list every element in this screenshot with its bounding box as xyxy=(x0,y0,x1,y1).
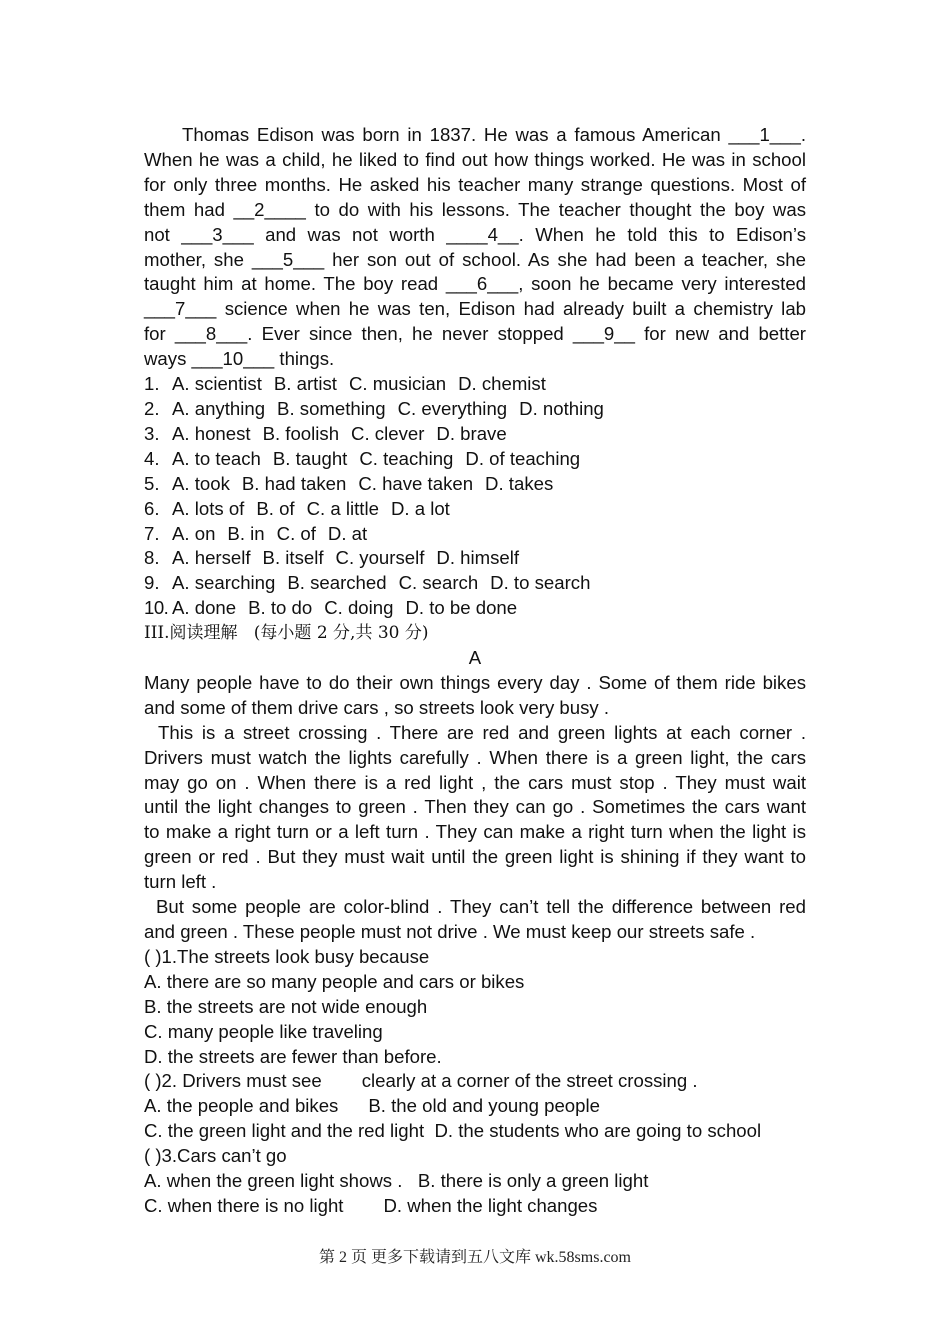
option: D. the students who are going to school xyxy=(434,1120,762,1142)
cloze-line: them had __2____ to do with his lessons. The teacher thought the boy was xyxy=(144,198,806,220)
question-row xyxy=(144,397,806,422)
option: D. brave xyxy=(436,422,507,444)
question-stem: ( )1.The streets look busy because xyxy=(144,945,430,967)
passage-line: But some people are color-blind . They can’t tell the difference between red xyxy=(156,896,806,918)
question-number: 4. xyxy=(144,447,160,469)
option: C. a little xyxy=(306,497,379,519)
question-stem-end: clearly at a corner of the street crossing . xyxy=(361,1070,698,1092)
reading-question-3 xyxy=(144,1144,806,1219)
section-title: III.阅读理解 xyxy=(144,623,238,644)
cloze-questions xyxy=(144,372,806,621)
option: A. when the green light shows . xyxy=(144,1170,403,1192)
option: C. teaching xyxy=(359,447,454,469)
question-number: 1. xyxy=(144,373,160,395)
option: D. nothing xyxy=(519,397,604,419)
question-number: 9. xyxy=(144,572,160,594)
option: A. done xyxy=(172,597,237,619)
option: C. many people like traveling xyxy=(144,1020,383,1042)
option: B. foolish xyxy=(262,422,340,444)
question-row xyxy=(144,372,806,397)
question-row xyxy=(144,571,806,596)
passage-line: green or red . But they must wait until the green light is shining if they want to xyxy=(144,846,806,868)
reading-question-1 xyxy=(144,945,806,1070)
option: A. honest xyxy=(172,422,251,444)
option: D. of teaching xyxy=(465,447,581,469)
option: C. when there is no light xyxy=(144,1194,344,1216)
passage-line: This is a street crossing . There are red and green lights at each corner . xyxy=(158,721,806,743)
question-stem-start: ( )2. Drivers must see xyxy=(144,1070,322,1092)
cloze-line: not ___3___ and was not worth ____4__. When he told this to Edison’s xyxy=(144,223,806,245)
reading-passage xyxy=(144,671,806,945)
option: B. artist xyxy=(273,373,337,395)
option: A. lots of xyxy=(172,497,245,519)
section-note: (每小题 2 分,共 30 分) xyxy=(253,623,429,644)
option: D. when the light changes xyxy=(383,1194,598,1216)
page-footer: 第 2 页 更多下载请到五八文库 wk.58sms.com xyxy=(318,1249,631,1266)
option-row xyxy=(144,1169,806,1194)
cloze-line: taught him at home. The boy read ___6___, soon he became very interested xyxy=(144,273,806,295)
option: B. the old and young people xyxy=(368,1095,600,1117)
question-number: 6. xyxy=(144,497,160,519)
reading-question-2 xyxy=(144,1069,806,1144)
option: B. of xyxy=(256,497,295,519)
passage-label: A xyxy=(468,647,482,669)
cloze-line: When he was a child, he liked to find out how things worked. He was in school xyxy=(144,148,806,170)
cloze-line: Thomas Edison was born in 1837. He was a famous American ___1___. xyxy=(182,124,806,145)
question-number: 3. xyxy=(144,422,160,444)
option: D. to search xyxy=(490,572,591,594)
option-row xyxy=(144,1119,806,1144)
option: C. search xyxy=(398,572,479,594)
option: B. something xyxy=(277,397,386,419)
option: B. the streets are not wide enough xyxy=(144,995,428,1017)
option: C. the green light and the red light xyxy=(144,1120,425,1142)
option: B. taught xyxy=(272,447,348,469)
question-row xyxy=(144,546,806,571)
option: C. have taken xyxy=(358,472,474,494)
question-number: 8. xyxy=(144,547,160,569)
cloze-passage xyxy=(144,123,806,372)
passage-line: to make a right turn or a left turn . They can make a right turn when the light is xyxy=(144,821,806,843)
option: A. to teach xyxy=(172,447,261,469)
option: B. in xyxy=(227,522,265,544)
option: D. chemist xyxy=(458,373,546,395)
option: C. yourself xyxy=(335,547,425,569)
question-number: 10. xyxy=(144,597,169,619)
passage-line: until the light changes to green . Then they can go . Sometimes the cars want xyxy=(144,796,806,818)
option: B. to do xyxy=(248,597,313,619)
question-row xyxy=(144,472,806,497)
option: C. musician xyxy=(348,373,447,395)
option: D. a lot xyxy=(390,497,450,519)
question-row xyxy=(144,447,806,472)
question-number: 5. xyxy=(144,472,160,494)
option: C. clever xyxy=(351,422,425,444)
cloze-line: mother, she ___5___ her son out of school. As she had been a teacher, she xyxy=(144,248,806,270)
cloze-line: for only three months. He asked his teacher many strange questions. Most of xyxy=(144,173,806,195)
option: B. itself xyxy=(262,547,324,569)
option: A. searching xyxy=(172,572,276,594)
cloze-line: ___7___ science when he was ten, Edison had already built a chemistry lab xyxy=(144,298,806,320)
option: A. herself xyxy=(172,547,251,569)
option: D. takes xyxy=(485,472,554,494)
option: B. searched xyxy=(287,572,387,594)
question-stem: ( )3.Cars can’t go xyxy=(144,1145,287,1167)
option: A. on xyxy=(172,522,216,544)
passage-line: turn left . xyxy=(144,871,217,893)
passage-line: may go on . When there is a red light , the cars must stop . They must wait xyxy=(144,771,806,793)
cloze-line: ways ___10___ things. xyxy=(144,348,335,370)
option: D. at xyxy=(327,522,368,544)
option: A. scientist xyxy=(172,373,262,395)
section-heading xyxy=(144,621,806,646)
option: A. took xyxy=(172,472,230,494)
option-row xyxy=(144,1094,806,1119)
passage-line: Many people have to do their own things every day . Some of them ride bikes xyxy=(144,671,806,693)
option: D. the streets are fewer than before. xyxy=(144,1045,442,1067)
option: A. anything xyxy=(172,397,266,419)
question-number: 7. xyxy=(144,522,160,544)
option: C. doing xyxy=(324,597,394,619)
cloze-line: for ___8___. Ever since then, he never stopped ___9__ for new and better xyxy=(144,323,806,345)
option-row xyxy=(144,1194,806,1219)
passage-line: and green . These people must not drive . We must keep our streets safe . xyxy=(144,921,756,942)
option: B. there is only a green light xyxy=(417,1170,649,1192)
question-row xyxy=(144,422,806,447)
document-page xyxy=(144,123,806,1219)
option: A. there are so many people and cars or bikes xyxy=(144,970,525,992)
option: C. everything xyxy=(397,397,508,419)
option: D. to be done xyxy=(405,597,518,619)
question-row xyxy=(144,522,806,547)
option: D. himself xyxy=(436,547,520,569)
option: A. the people and bikes xyxy=(144,1095,339,1117)
option: C. of xyxy=(276,522,316,544)
passage-line: and some of them drive cars , so streets look very busy . xyxy=(144,696,610,718)
question-row xyxy=(144,596,806,621)
passage-line: Drivers must watch the lights carefully . When there is a green light, the cars xyxy=(144,746,806,768)
question-row xyxy=(144,497,806,522)
option: B. had taken xyxy=(241,472,347,494)
question-number: 2. xyxy=(144,397,160,419)
question-stem xyxy=(144,1069,806,1094)
